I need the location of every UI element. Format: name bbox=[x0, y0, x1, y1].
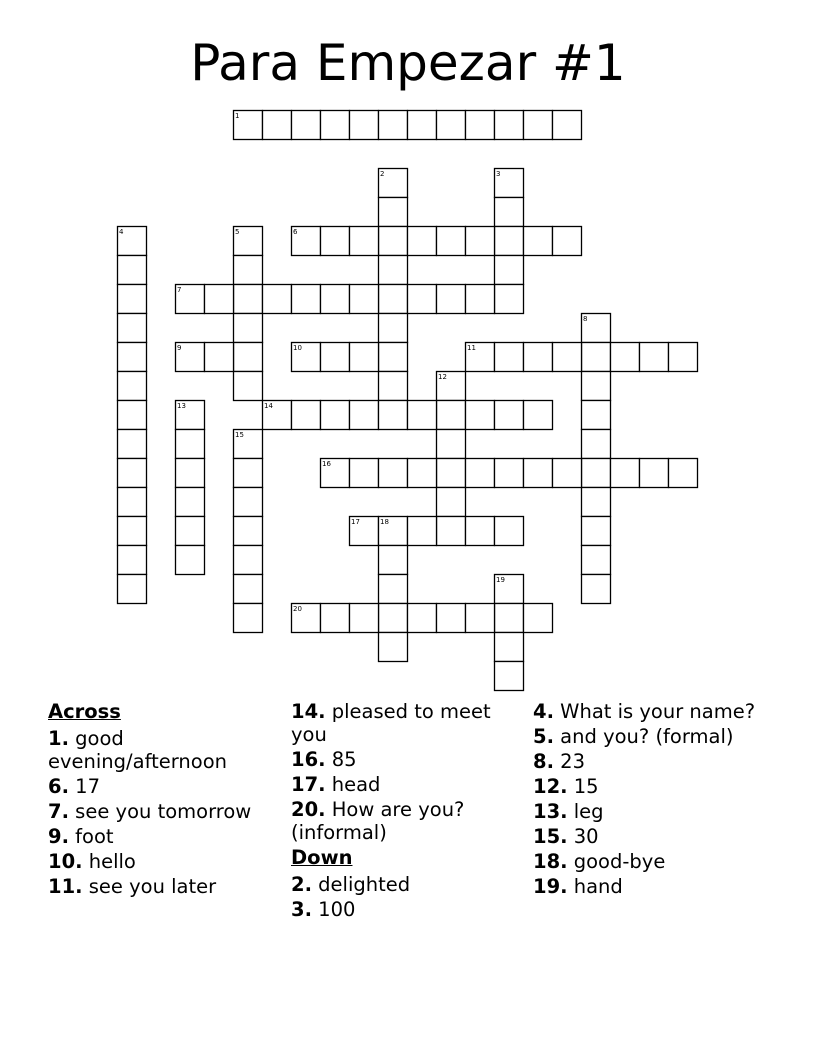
clues-column-3 bbox=[533, 700, 768, 900]
clue-num: 11. bbox=[48, 875, 83, 898]
clue-num: 20. bbox=[291, 798, 326, 821]
grid-cell[interactable] bbox=[379, 343, 408, 372]
grid-cell[interactable] bbox=[379, 604, 408, 633]
grid-cell[interactable] bbox=[118, 546, 147, 575]
grid-cell[interactable] bbox=[582, 343, 611, 372]
grid-cell[interactable] bbox=[582, 430, 611, 459]
grid-cell[interactable] bbox=[524, 604, 553, 633]
grid-cell[interactable] bbox=[669, 459, 698, 488]
grid-cell[interactable] bbox=[524, 401, 553, 430]
grid-cell[interactable] bbox=[234, 604, 263, 633]
grid-cell[interactable] bbox=[582, 459, 611, 488]
across-clue-item bbox=[48, 800, 283, 823]
grid-cell[interactable] bbox=[234, 285, 263, 314]
grid-cell[interactable] bbox=[466, 111, 495, 140]
grid-cell[interactable] bbox=[379, 314, 408, 343]
grid-cell[interactable] bbox=[379, 633, 408, 662]
grid-cell[interactable] bbox=[466, 227, 495, 256]
clue-number-14: 14 bbox=[264, 402, 273, 410]
grid-cell[interactable] bbox=[234, 488, 263, 517]
grid-cell[interactable] bbox=[321, 343, 350, 372]
clue-number-18: 18 bbox=[380, 518, 389, 526]
clue-number-19: 19 bbox=[496, 576, 505, 584]
clue-num: 5. bbox=[533, 725, 554, 748]
grid-cell[interactable] bbox=[234, 459, 263, 488]
grid-cell[interactable] bbox=[408, 111, 437, 140]
grid-cell[interactable] bbox=[234, 343, 263, 372]
grid-cell[interactable] bbox=[350, 285, 379, 314]
clue-num: 19. bbox=[533, 875, 568, 898]
grid-cell[interactable] bbox=[292, 401, 321, 430]
grid-cell[interactable] bbox=[350, 401, 379, 430]
clue-num: 17. bbox=[291, 773, 326, 796]
grid-cell[interactable] bbox=[466, 517, 495, 546]
grid-cell[interactable] bbox=[495, 604, 524, 633]
clue-text: head bbox=[325, 773, 381, 796]
grid-cell[interactable] bbox=[466, 401, 495, 430]
clue-num: 1. bbox=[48, 727, 69, 750]
clue-text: hand bbox=[567, 875, 623, 898]
grid-cell[interactable] bbox=[524, 227, 553, 256]
clue-text: see you later bbox=[82, 875, 217, 898]
clue-text: How are you? (informal) bbox=[291, 798, 465, 844]
grid-cell[interactable] bbox=[321, 111, 350, 140]
grid-cell[interactable] bbox=[118, 459, 147, 488]
clue-number-11: 11 bbox=[467, 344, 476, 352]
clues-column-1 bbox=[48, 700, 283, 900]
grid-cell[interactable] bbox=[582, 517, 611, 546]
across-clue-item bbox=[48, 875, 283, 898]
clue-num: 2. bbox=[291, 873, 312, 896]
grid-cell[interactable] bbox=[234, 256, 263, 285]
grid-cell[interactable] bbox=[263, 111, 292, 140]
grid-cell[interactable] bbox=[495, 401, 524, 430]
grid-cell[interactable] bbox=[234, 314, 263, 343]
grid-cell[interactable] bbox=[466, 285, 495, 314]
grid-cell[interactable] bbox=[408, 517, 437, 546]
grid-cell[interactable] bbox=[437, 285, 466, 314]
grid-cell[interactable] bbox=[292, 285, 321, 314]
grid-cell[interactable] bbox=[176, 430, 205, 459]
grid-cell[interactable] bbox=[495, 517, 524, 546]
down-clue-item bbox=[533, 875, 768, 898]
grid-cell[interactable] bbox=[176, 459, 205, 488]
clue-text: What is your name? bbox=[553, 700, 756, 723]
clue-text: and you? (formal) bbox=[553, 725, 734, 748]
clue-number-1: 1 bbox=[235, 112, 240, 120]
grid-cell[interactable] bbox=[437, 111, 466, 140]
grid-cell[interactable] bbox=[640, 343, 669, 372]
grid-cell[interactable] bbox=[176, 488, 205, 517]
clue-text: 23 bbox=[553, 750, 585, 773]
grid-cell[interactable] bbox=[553, 227, 582, 256]
down-clue-item bbox=[291, 898, 526, 921]
grid-cell[interactable] bbox=[495, 459, 524, 488]
grid-cell[interactable] bbox=[524, 343, 553, 372]
across-clue-item bbox=[291, 773, 526, 796]
clue-number-13: 13 bbox=[177, 402, 186, 410]
clue-num: 8. bbox=[533, 750, 554, 773]
grid-cell[interactable] bbox=[553, 111, 582, 140]
grid-cell[interactable] bbox=[379, 401, 408, 430]
clue-number-3: 3 bbox=[496, 170, 501, 178]
grid-cell[interactable] bbox=[582, 488, 611, 517]
grid-cell[interactable] bbox=[611, 459, 640, 488]
across-clue-item bbox=[291, 748, 526, 771]
grid-cell[interactable] bbox=[553, 459, 582, 488]
grid-cell[interactable] bbox=[582, 372, 611, 401]
grid-cell[interactable] bbox=[437, 517, 466, 546]
grid-cell[interactable] bbox=[408, 227, 437, 256]
grid-cell[interactable] bbox=[611, 343, 640, 372]
grid-cell[interactable] bbox=[118, 343, 147, 372]
grid-cell[interactable] bbox=[118, 575, 147, 604]
grid-cell[interactable] bbox=[263, 285, 292, 314]
clue-num: 16. bbox=[291, 748, 326, 771]
grid-cell[interactable] bbox=[350, 459, 379, 488]
clue-num: 13. bbox=[533, 800, 568, 823]
grid-cell[interactable] bbox=[495, 662, 524, 691]
grid-cell[interactable] bbox=[437, 430, 466, 459]
clue-text: hello bbox=[82, 850, 136, 873]
down-clue-item bbox=[533, 750, 768, 773]
grid-cell[interactable] bbox=[118, 285, 147, 314]
clue-number-2: 2 bbox=[380, 170, 385, 178]
clue-text: 30 bbox=[567, 825, 599, 848]
down-clue-item bbox=[533, 825, 768, 848]
grid-cell[interactable] bbox=[234, 372, 263, 401]
grid-cell[interactable] bbox=[118, 372, 147, 401]
grid-cell[interactable] bbox=[582, 546, 611, 575]
clue-num: 6. bbox=[48, 775, 69, 798]
clue-number-17: 17 bbox=[351, 518, 360, 526]
grid-cell[interactable] bbox=[292, 111, 321, 140]
grid-cell[interactable] bbox=[437, 459, 466, 488]
grid-cell[interactable] bbox=[524, 111, 553, 140]
down-clue-item bbox=[533, 700, 768, 723]
down-clue-item bbox=[291, 873, 526, 896]
clue-num: 10. bbox=[48, 850, 83, 873]
puzzle-title: Para Empezar #1 bbox=[190, 34, 626, 92]
down-clue-item bbox=[533, 725, 768, 748]
grid-cell[interactable] bbox=[408, 401, 437, 430]
grid-cell[interactable] bbox=[379, 198, 408, 227]
clue-number-8: 8 bbox=[583, 315, 588, 323]
clue-num: 15. bbox=[533, 825, 568, 848]
grid-cell[interactable] bbox=[321, 604, 350, 633]
grid-cell[interactable] bbox=[234, 517, 263, 546]
grid-cell[interactable] bbox=[495, 285, 524, 314]
grid-cell[interactable] bbox=[118, 488, 147, 517]
across-clue-item bbox=[48, 825, 283, 848]
clues-column-2 bbox=[291, 700, 526, 923]
grid-cell[interactable] bbox=[408, 285, 437, 314]
clue-number-7: 7 bbox=[177, 286, 182, 294]
grid-cell[interactable] bbox=[350, 343, 379, 372]
grid-cell[interactable] bbox=[350, 227, 379, 256]
grid-cell[interactable] bbox=[205, 343, 234, 372]
grid-cell[interactable] bbox=[176, 517, 205, 546]
across-clue-item bbox=[291, 798, 526, 844]
grid-cell[interactable] bbox=[379, 227, 408, 256]
grid-cell[interactable] bbox=[176, 546, 205, 575]
grid-cell[interactable] bbox=[408, 604, 437, 633]
grid-cell[interactable] bbox=[495, 227, 524, 256]
grid-cell[interactable] bbox=[118, 256, 147, 285]
grid-cell[interactable] bbox=[495, 343, 524, 372]
grid-cell[interactable] bbox=[379, 372, 408, 401]
grid-cell[interactable] bbox=[350, 604, 379, 633]
clue-number-4: 4 bbox=[119, 228, 124, 236]
grid-cell[interactable] bbox=[466, 459, 495, 488]
clue-text: 17 bbox=[68, 775, 100, 798]
grid-cell[interactable] bbox=[118, 517, 147, 546]
clue-text: delighted bbox=[311, 873, 411, 896]
grid-cell[interactable] bbox=[379, 459, 408, 488]
grid-cell[interactable] bbox=[118, 430, 147, 459]
clue-text: good evening/afternoon bbox=[48, 727, 227, 773]
clue-number-16: 16 bbox=[322, 460, 331, 468]
grid-cell[interactable] bbox=[495, 256, 524, 285]
grid-cell[interactable] bbox=[524, 459, 553, 488]
grid-cell[interactable] bbox=[495, 198, 524, 227]
clue-text: 85 bbox=[325, 748, 357, 771]
across-clue-item bbox=[48, 727, 283, 773]
across-clue-item bbox=[291, 700, 526, 746]
clue-number-15: 15 bbox=[235, 431, 244, 439]
grid-cell[interactable] bbox=[321, 401, 350, 430]
grid-cell[interactable] bbox=[379, 111, 408, 140]
grid-cell[interactable] bbox=[408, 459, 437, 488]
clue-number-5: 5 bbox=[235, 228, 240, 236]
grid-cell[interactable] bbox=[379, 256, 408, 285]
clue-num: 9. bbox=[48, 825, 69, 848]
clue-text: foot bbox=[68, 825, 114, 848]
clue-text: 100 bbox=[311, 898, 356, 921]
clue-text: leg bbox=[567, 800, 604, 823]
grid-cell[interactable] bbox=[437, 401, 466, 430]
grid-cell[interactable] bbox=[437, 488, 466, 517]
clue-number-6: 6 bbox=[293, 228, 298, 236]
grid-cell[interactable] bbox=[466, 604, 495, 633]
down-heading: Down bbox=[291, 846, 353, 869]
across-clue-item bbox=[48, 775, 283, 798]
grid-cell[interactable] bbox=[437, 227, 466, 256]
grid-cell[interactable] bbox=[640, 459, 669, 488]
grid-cell[interactable] bbox=[234, 575, 263, 604]
clue-text: 15 bbox=[567, 775, 599, 798]
across-heading: Across bbox=[48, 700, 121, 723]
clue-number-10: 10 bbox=[293, 344, 302, 352]
clue-num: 12. bbox=[533, 775, 568, 798]
clue-text: good-bye bbox=[567, 850, 666, 873]
grid-cell[interactable] bbox=[321, 227, 350, 256]
grid-cell[interactable] bbox=[379, 285, 408, 314]
grid-cell[interactable] bbox=[495, 633, 524, 662]
grid-cell[interactable] bbox=[379, 575, 408, 604]
grid-cell[interactable] bbox=[321, 285, 350, 314]
clue-number-20: 20 bbox=[293, 605, 302, 613]
grid-cell[interactable] bbox=[437, 604, 466, 633]
clue-num: 3. bbox=[291, 898, 312, 921]
across-clue-item bbox=[48, 850, 283, 873]
grid-cell[interactable] bbox=[234, 546, 263, 575]
grid-cell[interactable] bbox=[205, 285, 234, 314]
clue-num: 4. bbox=[533, 700, 554, 723]
clue-num: 7. bbox=[48, 800, 69, 823]
grid-cell[interactable] bbox=[669, 343, 698, 372]
down-clue-item bbox=[533, 775, 768, 798]
grid-cell[interactable] bbox=[118, 314, 147, 343]
clue-num: 14. bbox=[291, 700, 326, 723]
grid-cell[interactable] bbox=[350, 111, 379, 140]
clue-num: 18. bbox=[533, 850, 568, 873]
grid-cell[interactable] bbox=[118, 401, 147, 430]
clue-number-9: 9 bbox=[177, 344, 182, 352]
grid-cell[interactable] bbox=[582, 401, 611, 430]
down-clue-item bbox=[533, 800, 768, 823]
clue-text: see you tomorrow bbox=[68, 800, 252, 823]
grid-cell[interactable] bbox=[553, 343, 582, 372]
grid-cell[interactable] bbox=[582, 575, 611, 604]
grid-cell[interactable] bbox=[379, 546, 408, 575]
grid-cell[interactable] bbox=[495, 111, 524, 140]
down-clue-item bbox=[533, 850, 768, 873]
clue-text: pleased to meet you bbox=[291, 700, 491, 746]
clue-number-12: 12 bbox=[438, 373, 447, 381]
